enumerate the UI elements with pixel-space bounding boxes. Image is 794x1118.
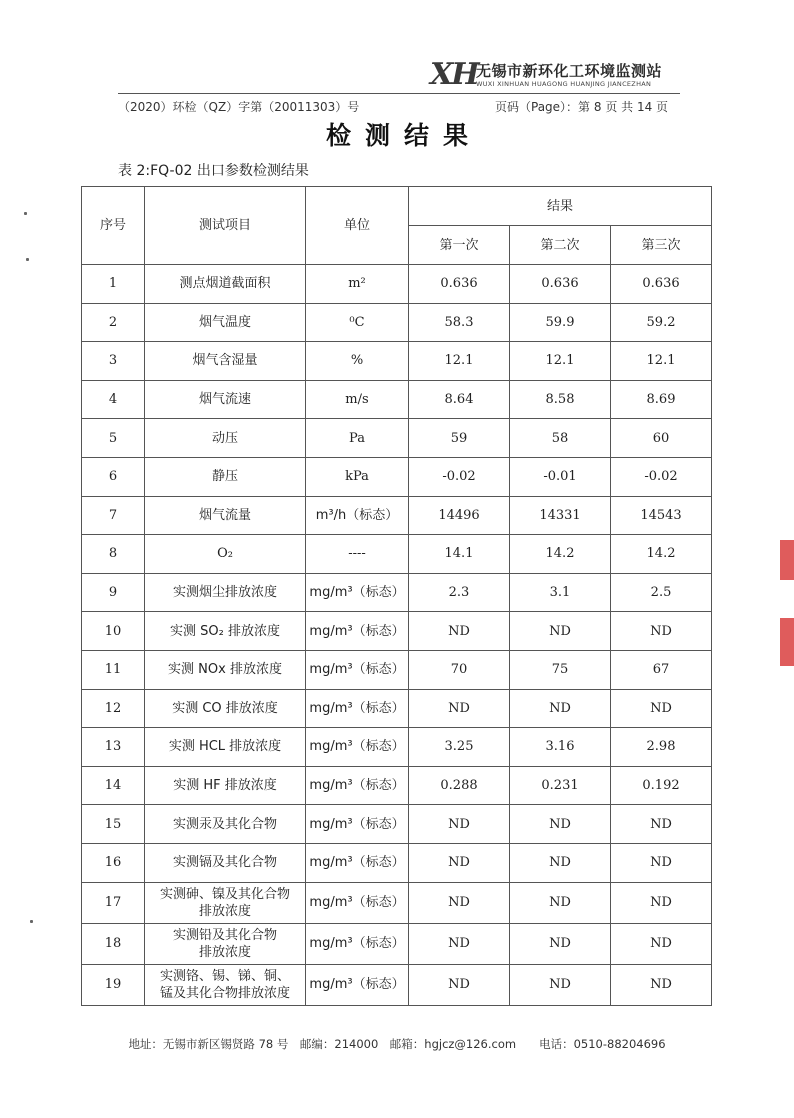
cell-item: O₂ xyxy=(145,535,306,574)
cell-unit: mg/m³（标态） xyxy=(306,689,409,728)
cell-v3: ND xyxy=(611,923,712,964)
cell-unit: m² xyxy=(306,265,409,304)
table-row xyxy=(82,380,712,419)
cell-unit: kPa xyxy=(306,457,409,496)
cell-v2: ND xyxy=(510,923,611,964)
cell-no: 9 xyxy=(82,573,145,612)
cell-no: 5 xyxy=(82,419,145,458)
cell-v3: ND xyxy=(611,612,712,651)
cell-unit: mg/m³（标态） xyxy=(306,843,409,882)
cell-v3: 59.2 xyxy=(611,303,712,342)
cell-no: 13 xyxy=(82,728,145,767)
table-row xyxy=(82,882,712,923)
org-logo xyxy=(430,58,700,92)
cell-v1: ND xyxy=(409,689,510,728)
cell-item: 动压 xyxy=(145,419,306,458)
cell-v1: ND xyxy=(409,612,510,651)
table-row xyxy=(82,457,712,496)
table-header-row xyxy=(82,187,712,226)
header-first: 第一次 xyxy=(409,226,510,265)
cell-v2: 8.58 xyxy=(510,380,611,419)
table-row xyxy=(82,612,712,651)
cell-v1: -0.02 xyxy=(409,457,510,496)
table-row xyxy=(82,342,712,381)
org-name-cn: 无锡市新环化工环境监测站 xyxy=(476,62,663,80)
cell-item: 实测 NOx 排放浓度 xyxy=(145,650,306,689)
table-row xyxy=(82,303,712,342)
cell-v2: ND xyxy=(510,612,611,651)
cell-v3: 8.69 xyxy=(611,380,712,419)
cell-v3: ND xyxy=(611,689,712,728)
cell-v3: 12.1 xyxy=(611,342,712,381)
cell-v2: 75 xyxy=(510,650,611,689)
cell-item-line2: 排放浓度 xyxy=(198,944,251,960)
cell-no: 3 xyxy=(82,342,145,381)
cell-v1: ND xyxy=(409,882,510,923)
page-title: 检测结果 xyxy=(325,121,482,150)
cell-item xyxy=(145,882,306,923)
cell-v1: 14496 xyxy=(409,496,510,535)
cell-v3: ND xyxy=(611,882,712,923)
table-row xyxy=(82,805,712,844)
cell-no: 16 xyxy=(82,843,145,882)
cell-v2: 0.231 xyxy=(510,766,611,805)
cell-v1: ND xyxy=(409,923,510,964)
table-row xyxy=(82,689,712,728)
table-row xyxy=(82,535,712,574)
cell-v2: 0.636 xyxy=(510,265,611,304)
cell-no: 15 xyxy=(82,805,145,844)
cell-v3: 0.636 xyxy=(611,265,712,304)
cell-v1: 70 xyxy=(409,650,510,689)
cell-item-line1: 实测砷、镍及其化合物 xyxy=(159,886,290,902)
table-row xyxy=(82,923,712,964)
cell-no: 1 xyxy=(82,265,145,304)
cell-v1: 14.1 xyxy=(409,535,510,574)
cell-item xyxy=(145,964,306,1005)
cell-no: 7 xyxy=(82,496,145,535)
cell-no: 6 xyxy=(82,457,145,496)
cell-v1: 0.636 xyxy=(409,265,510,304)
cell-v1: 59 xyxy=(409,419,510,458)
cell-unit: ⁰C xyxy=(306,303,409,342)
cell-v3: 2.98 xyxy=(611,728,712,767)
org-name-en: WUXI XINHUAN HUAGONG HUANJING JIANCEZHAN xyxy=(476,80,652,88)
cell-v3: ND xyxy=(611,843,712,882)
cell-item: 静压 xyxy=(145,457,306,496)
cell-unit: mg/m³（标态） xyxy=(306,612,409,651)
cell-unit: ---- xyxy=(306,535,409,574)
cell-no: 19 xyxy=(82,964,145,1005)
cell-unit: Pa xyxy=(306,419,409,458)
table-row xyxy=(82,766,712,805)
cell-item: 实测 HF 排放浓度 xyxy=(145,766,306,805)
cell-v1: 3.25 xyxy=(409,728,510,767)
cell-v1: 12.1 xyxy=(409,342,510,381)
cell-v2: ND xyxy=(510,689,611,728)
cell-no: 17 xyxy=(82,882,145,923)
table-row xyxy=(82,496,712,535)
cell-unit: mg/m³（标态） xyxy=(306,573,409,612)
cell-item: 实测烟尘排放浓度 xyxy=(145,573,306,612)
cell-unit: m/s xyxy=(306,380,409,419)
cell-v1: 0.288 xyxy=(409,766,510,805)
cell-no: 11 xyxy=(82,650,145,689)
cell-item: 测点烟道截面积 xyxy=(145,265,306,304)
cell-v3: 60 xyxy=(611,419,712,458)
header-divider xyxy=(118,93,680,94)
cell-no: 4 xyxy=(82,380,145,419)
cell-unit: mg/m³（标态） xyxy=(306,923,409,964)
cell-v2: ND xyxy=(510,843,611,882)
cell-v3: ND xyxy=(611,805,712,844)
scan-speck xyxy=(24,212,27,215)
cell-v2: 59.9 xyxy=(510,303,611,342)
cell-item xyxy=(145,923,306,964)
cell-v2: ND xyxy=(510,882,611,923)
cell-v2: 58 xyxy=(510,419,611,458)
cell-unit: mg/m³（标态） xyxy=(306,805,409,844)
cell-item: 烟气含湿量 xyxy=(145,342,306,381)
cell-item: 烟气流速 xyxy=(145,380,306,419)
logo-mark: XH xyxy=(430,57,478,92)
header-second: 第二次 xyxy=(510,226,611,265)
cell-v1: 2.3 xyxy=(409,573,510,612)
cell-unit: mg/m³（标态） xyxy=(306,650,409,689)
cell-v3: 2.5 xyxy=(611,573,712,612)
table-row xyxy=(82,265,712,304)
cell-v1: 8.64 xyxy=(409,380,510,419)
cell-v1: ND xyxy=(409,805,510,844)
header-seq: 序号 xyxy=(82,187,145,265)
cell-v2: 12.1 xyxy=(510,342,611,381)
cell-no: 8 xyxy=(82,535,145,574)
cell-v3: -0.02 xyxy=(611,457,712,496)
cell-item: 实测 CO 排放浓度 xyxy=(145,689,306,728)
cell-unit: mg/m³（标态） xyxy=(306,766,409,805)
cell-v1: ND xyxy=(409,843,510,882)
header-result: 结果 xyxy=(409,187,712,226)
cell-item: 实测 SO₂ 排放浓度 xyxy=(145,612,306,651)
page-indicator: 页码（Page）：第 8 页 共 14 页 xyxy=(495,100,669,114)
cell-no: 18 xyxy=(82,923,145,964)
table-row xyxy=(82,573,712,612)
cell-v3: 0.192 xyxy=(611,766,712,805)
cell-v2: -0.01 xyxy=(510,457,611,496)
cell-unit: mg/m³（标态） xyxy=(306,728,409,767)
page-footer: 地址：无锡市新区锡贤路 78 号 邮编：214000 邮箱：hgjcz@126.com 电话：0510-88204696 xyxy=(128,1037,666,1051)
cell-no: 14 xyxy=(82,766,145,805)
report-number: （2020）环检（QZ）字第（20011303）号 xyxy=(118,100,360,114)
cell-v1: 58.3 xyxy=(409,303,510,342)
header-item: 测试项目 xyxy=(145,187,306,265)
cell-unit: mg/m³（标态） xyxy=(306,882,409,923)
cell-v3: 14543 xyxy=(611,496,712,535)
scan-speck xyxy=(30,920,33,923)
table-caption: 表 2:FQ-02 出口参数检测结果 xyxy=(118,163,309,179)
cell-item-line1: 实测铬、锡、锑、铜、 xyxy=(159,968,290,984)
cell-unit: m³/h（标态） xyxy=(306,496,409,535)
cell-item-line2: 排放浓度 xyxy=(198,903,251,919)
stamp-edge-mark xyxy=(780,540,794,580)
cell-item-line2: 锰及其化合物排放浓度 xyxy=(159,985,290,1001)
table-row xyxy=(82,964,712,1005)
cell-v3: 67 xyxy=(611,650,712,689)
header-unit: 单位 xyxy=(306,187,409,265)
cell-unit: % xyxy=(306,342,409,381)
results-table xyxy=(81,186,712,1006)
table-row xyxy=(82,650,712,689)
cell-v2: ND xyxy=(510,964,611,1005)
header-third: 第三次 xyxy=(611,226,712,265)
cell-v2: 14.2 xyxy=(510,535,611,574)
cell-v2: ND xyxy=(510,805,611,844)
table-row xyxy=(82,419,712,458)
cell-item-line1: 实测铅及其化合物 xyxy=(172,927,277,943)
cell-unit: mg/m³（标态） xyxy=(306,964,409,1005)
cell-no: 2 xyxy=(82,303,145,342)
cell-item: 实测镉及其化合物 xyxy=(145,843,306,882)
cell-item: 实测汞及其化合物 xyxy=(145,805,306,844)
cell-v2: 3.16 xyxy=(510,728,611,767)
cell-item: 烟气温度 xyxy=(145,303,306,342)
cell-no: 12 xyxy=(82,689,145,728)
cell-v3: 14.2 xyxy=(611,535,712,574)
cell-no: 10 xyxy=(82,612,145,651)
cell-v1: ND xyxy=(409,964,510,1005)
stamp-edge-mark xyxy=(780,618,794,666)
cell-item: 烟气流量 xyxy=(145,496,306,535)
table-row xyxy=(82,843,712,882)
table-row xyxy=(82,728,712,767)
cell-v2: 3.1 xyxy=(510,573,611,612)
cell-v3: ND xyxy=(611,964,712,1005)
cell-item: 实测 HCL 排放浓度 xyxy=(145,728,306,767)
scan-speck xyxy=(26,258,29,261)
cell-v2: 14331 xyxy=(510,496,611,535)
